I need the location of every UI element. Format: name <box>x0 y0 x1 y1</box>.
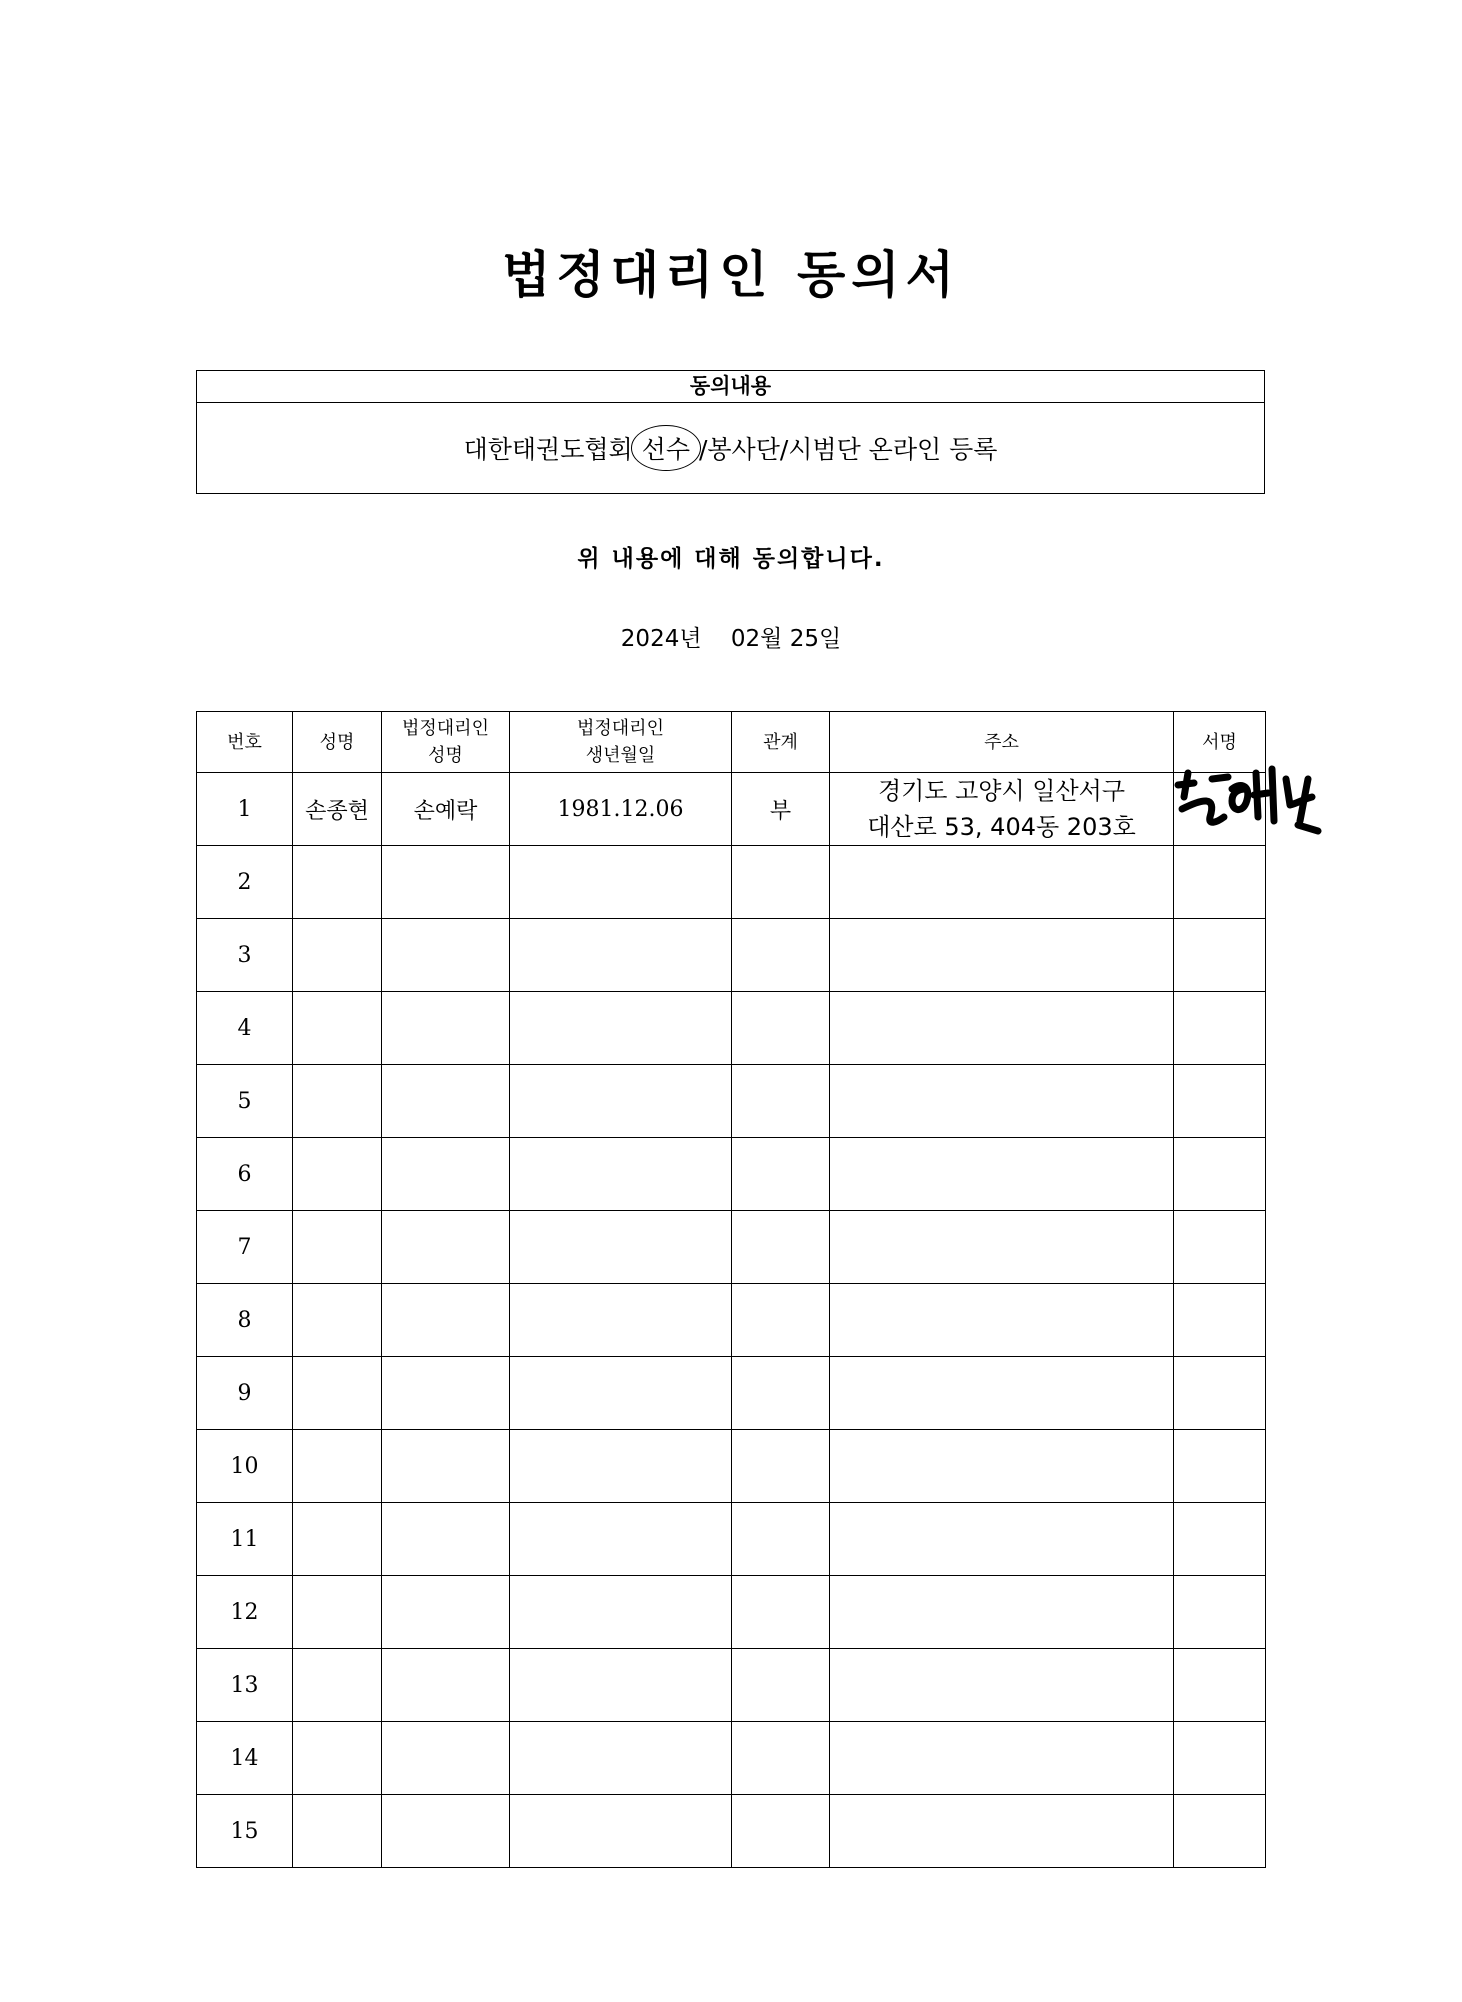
cell-no: 1 <box>197 773 293 846</box>
header-address: 주소 <box>830 712 1174 773</box>
cell-name <box>293 846 382 919</box>
cell-guardian-birth <box>510 919 732 992</box>
cell-name <box>293 1284 382 1357</box>
cell-relation <box>732 1065 830 1138</box>
cell-address <box>830 846 1174 919</box>
cell-no: 4 <box>197 992 293 1065</box>
cell-name <box>293 1576 382 1649</box>
date-month: 02월 <box>730 626 783 652</box>
cell-guardian-birth <box>510 1138 732 1211</box>
cell-signature <box>1174 1357 1266 1430</box>
cell-address <box>830 1357 1174 1430</box>
document-title: 법정대리인 동의서 <box>502 246 960 304</box>
cell-address <box>830 1284 1174 1357</box>
handwritten-signature <box>1172 759 1322 843</box>
cell-signature <box>1174 846 1266 919</box>
consent-box <box>196 370 1265 494</box>
cell-name: 손종현 <box>293 773 382 846</box>
cell-address <box>830 992 1174 1065</box>
cell-no: 9 <box>197 1357 293 1430</box>
cell-guardian-birth <box>510 1284 732 1357</box>
cell-no: 12 <box>197 1576 293 1649</box>
cell-relation <box>732 1503 830 1576</box>
cell-guardian-name <box>382 1211 510 1284</box>
guardian-table <box>196 711 1266 1868</box>
cell-guardian-name <box>382 992 510 1065</box>
cell-no: 6 <box>197 1138 293 1211</box>
header-guardian-birth-line1: 법정대리인 <box>577 718 664 739</box>
cell-guardian-birth <box>510 1576 732 1649</box>
cell-signature <box>1174 1211 1266 1284</box>
table-row <box>197 1357 1266 1430</box>
cell-guardian-birth <box>510 1503 732 1576</box>
cell-name <box>293 1065 382 1138</box>
cell-no: 2 <box>197 846 293 919</box>
cell-guardian-name <box>382 1138 510 1211</box>
table-row <box>197 1503 1266 1576</box>
header-guardian-name-line2: 성명 <box>428 745 463 766</box>
table-row <box>197 773 1266 846</box>
cell-guardian-birth <box>510 1211 732 1284</box>
cell-name <box>293 1795 382 1868</box>
cell-signature <box>1174 1065 1266 1138</box>
cell-guardian-birth <box>510 992 732 1065</box>
cell-guardian-birth <box>510 1430 732 1503</box>
consent-body <box>197 403 1264 493</box>
cell-signature <box>1174 1795 1266 1868</box>
cell-name <box>293 919 382 992</box>
cell-name <box>293 1722 382 1795</box>
header-no: 번호 <box>197 712 293 773</box>
cell-guardian-name: 손예락 <box>382 773 510 846</box>
cell-signature <box>1174 1722 1266 1795</box>
cell-relation <box>732 846 830 919</box>
cell-relation <box>732 1795 830 1868</box>
cell-no: 15 <box>197 1795 293 1868</box>
cell-name <box>293 1430 382 1503</box>
cell-guardian-name <box>382 1795 510 1868</box>
cell-relation <box>732 1138 830 1211</box>
address-line1: 경기도 고양시 일산서구 <box>877 777 1126 805</box>
cell-guardian-birth <box>510 1795 732 1868</box>
cell-guardian-name <box>382 846 510 919</box>
cell-name <box>293 1138 382 1211</box>
cell-relation <box>732 1211 830 1284</box>
cell-no: 14 <box>197 1722 293 1795</box>
cell-signature <box>1174 1138 1266 1211</box>
header-guardian-name-line1: 법정대리인 <box>402 718 489 739</box>
cell-guardian-name <box>382 1430 510 1503</box>
date-line <box>0 620 1462 653</box>
consent-text-before: 대한태권도협회 <box>463 435 633 464</box>
guardian-table-wrapper <box>196 711 1266 1868</box>
table-row <box>197 992 1266 1065</box>
cell-relation <box>732 919 830 992</box>
table-row <box>197 1284 1266 1357</box>
table-row <box>197 846 1266 919</box>
cell-signature <box>1174 1503 1266 1576</box>
table-header-row <box>197 712 1266 773</box>
cell-signature <box>1174 1430 1266 1503</box>
cell-guardian-name <box>382 919 510 992</box>
circled-selection: 선수 <box>631 425 701 471</box>
cell-address <box>830 773 1174 846</box>
cell-guardian-name <box>382 1503 510 1576</box>
cell-name <box>293 1503 382 1576</box>
cell-no: 13 <box>197 1649 293 1722</box>
consent-text-after: /봉사단/시범단 온라인 등록 <box>698 435 998 464</box>
cell-address <box>830 1065 1174 1138</box>
table-row <box>197 1065 1266 1138</box>
cell-relation: 부 <box>732 773 830 846</box>
cell-guardian-name <box>382 1722 510 1795</box>
cell-guardian-birth <box>510 1065 732 1138</box>
cell-relation <box>732 1357 830 1430</box>
cell-address <box>830 1430 1174 1503</box>
cell-address <box>830 919 1174 992</box>
cell-address <box>830 1795 1174 1868</box>
cell-guardian-birth <box>510 1649 732 1722</box>
cell-name <box>293 1211 382 1284</box>
cell-no: 3 <box>197 919 293 992</box>
table-row <box>197 1795 1266 1868</box>
table-row <box>197 1430 1266 1503</box>
cell-name <box>293 1357 382 1430</box>
cell-address <box>830 1649 1174 1722</box>
cell-relation <box>732 1284 830 1357</box>
table-row <box>197 1138 1266 1211</box>
cell-signature <box>1174 773 1266 846</box>
agreement-statement: 위 내용에 대해 동의합니다. <box>577 546 885 572</box>
cell-guardian-name <box>382 1065 510 1138</box>
cell-address <box>830 1211 1174 1284</box>
header-name: 성명 <box>293 712 382 773</box>
date-year: 2024년 <box>620 626 702 652</box>
cell-signature <box>1174 919 1266 992</box>
cell-guardian-name <box>382 1649 510 1722</box>
cell-address <box>830 1503 1174 1576</box>
header-guardian-name <box>382 712 510 773</box>
cell-relation <box>732 1430 830 1503</box>
header-guardian-birth-line2: 생년월일 <box>585 745 656 766</box>
cell-no: 10 <box>197 1430 293 1503</box>
date-day: 25일 <box>789 626 842 652</box>
cell-relation <box>732 1649 830 1722</box>
cell-guardian-name <box>382 1576 510 1649</box>
cell-address <box>830 1576 1174 1649</box>
table-row <box>197 1649 1266 1722</box>
cell-name <box>293 1649 382 1722</box>
cell-signature <box>1174 1576 1266 1649</box>
cell-name <box>293 992 382 1065</box>
cell-guardian-birth <box>510 846 732 919</box>
cell-signature <box>1174 1649 1266 1722</box>
header-relation: 관계 <box>732 712 830 773</box>
cell-guardian-birth <box>510 1722 732 1795</box>
consent-header: 동의내용 <box>197 371 1264 403</box>
cell-relation <box>732 1576 830 1649</box>
cell-no: 11 <box>197 1503 293 1576</box>
cell-no: 7 <box>197 1211 293 1284</box>
table-row <box>197 919 1266 992</box>
cell-relation <box>732 1722 830 1795</box>
cell-no: 5 <box>197 1065 293 1138</box>
cell-signature <box>1174 992 1266 1065</box>
header-signature: 서명 <box>1174 712 1266 773</box>
cell-no: 8 <box>197 1284 293 1357</box>
table-row <box>197 1211 1266 1284</box>
cell-address <box>830 1138 1174 1211</box>
cell-address <box>830 1722 1174 1795</box>
cell-signature <box>1174 1284 1266 1357</box>
table-row <box>197 1576 1266 1649</box>
address-line2: 대산로 53, 404동 203호 <box>867 813 1136 841</box>
table-row <box>197 1722 1266 1795</box>
header-guardian-birth <box>510 712 732 773</box>
cell-guardian-name <box>382 1284 510 1357</box>
cell-guardian-name <box>382 1357 510 1430</box>
cell-relation <box>732 992 830 1065</box>
cell-guardian-birth <box>510 1357 732 1430</box>
cell-guardian-birth: 1981.12.06 <box>510 773 732 846</box>
